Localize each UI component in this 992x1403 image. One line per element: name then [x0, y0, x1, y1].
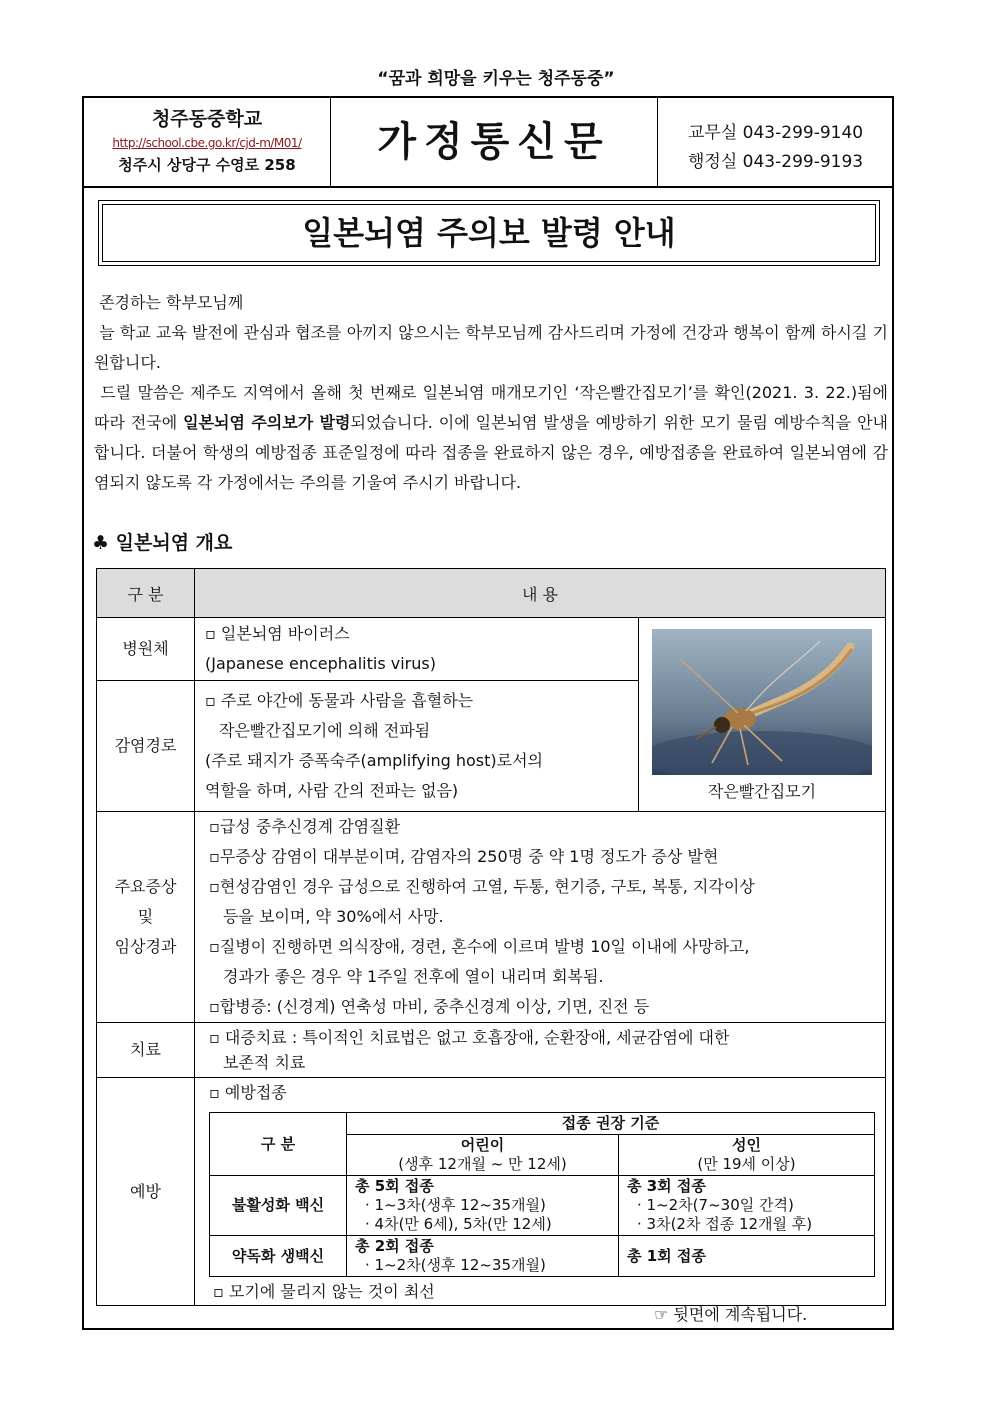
header-gubun: 구 분	[97, 569, 195, 618]
symptom-item: ▫현성감염인 경우 급성으로 진행하여 고열, 두통, 현기증, 구토, 복통, 지각이상	[209, 877, 755, 896]
table-row	[97, 618, 886, 681]
vaccine-inactivated-name: 불활성화 백신	[210, 1176, 347, 1236]
contact-academic: 교무실 043-299-9140	[688, 123, 864, 143]
vaccine-col-gubun: 구 분	[210, 1113, 347, 1176]
dose-total: 총 1회 접종	[627, 1246, 706, 1265]
inactivated-adult	[619, 1176, 875, 1236]
dose-detail: · 1~3차(생후 12~35개월)	[365, 1196, 546, 1214]
infection-line: 역할을 하며, 사람 간의 전파는 없음)	[205, 781, 459, 800]
greeting-paragraph-2: 드릴 말씀은 제주도 지역에서 올해 첫 번째로 일본뇌염 매개모기인 ‘작은빨간집모기’를 확인(2021. 3. 22.)됨에 따라 전국에 일본뇌염 주의보가 발령되었습니다. 이에 일본뇌염 발생을 예방하기 위한 모기 물림 예방수칙을 안내합니다. 더불어 학생의 예방접종 표준일정에 따라 접종을 완료하지 않은 경우, 예방접종을 완료하여 일본뇌염에 감염되지 않도록 각 가정에서는 주의를 기울여 주시기 바랍니다.	[94, 383, 889, 492]
doc-title: 가정통신문	[331, 98, 658, 186]
treatment-content	[195, 1023, 886, 1078]
prevention-outro: ▫ 모기에 물리지 않는 것이 최선	[213, 1282, 435, 1301]
child-age: (생후 12개월 ~ 만 12세)	[398, 1155, 567, 1173]
vaccine-table	[209, 1112, 875, 1277]
symptoms-label: 임상경과	[114, 937, 177, 956]
infection-content	[195, 681, 639, 812]
school-url-link[interactable]: http://school.cbe.go.kr/cjd-m/M01/	[112, 136, 302, 150]
alert-emphasis: 일본뇌염 주의보가 발령	[183, 413, 351, 432]
dose-total: 총 3회 접종	[627, 1177, 706, 1195]
pathogen-line: ▫ 일본뇌염 바이러스	[205, 624, 350, 643]
dose-detail: · 3차(2차 접종 12개월 후)	[637, 1215, 813, 1233]
school-info	[84, 98, 331, 186]
dose-detail: · 4차(만 6세), 5차(만 12세)	[365, 1215, 552, 1233]
row-label-prevention: 예방	[97, 1078, 195, 1306]
prevention-intro: ▫ 예방접종	[209, 1083, 287, 1102]
infection-line: ▫ 주로 야간에 동물과 사람을 흡혈하는	[205, 691, 474, 710]
mosquito-caption: 작은빨간집모기	[707, 782, 817, 801]
symptoms-label: 및	[137, 907, 154, 926]
vaccine-live-name: 약독화 생백신	[210, 1236, 347, 1277]
infection-line: (주로 돼지가 증폭숙주(amplifying host)로서의	[205, 751, 543, 770]
symptoms-label: 주요증상	[114, 877, 177, 896]
section-title: ♣ 일본뇌염 개요	[92, 532, 233, 554]
row-label-infection: 감염경로	[97, 681, 195, 812]
vaccine-col-adult	[619, 1135, 875, 1176]
overview-table	[96, 568, 886, 1306]
adult-age: (만 19세 이상)	[697, 1155, 796, 1173]
header	[84, 98, 892, 188]
row-label-treatment: 치료	[97, 1023, 195, 1078]
dose-total: 총 5회 접종	[355, 1177, 434, 1195]
school-name: 청주동중학교	[151, 108, 263, 130]
newsletter-frame	[82, 96, 894, 1330]
subject-title: 일본뇌염 주의보 발령 안내	[102, 204, 876, 262]
symptom-item: ▫합병증: (신경계) 연축성 마비, 중추신경계 이상, 기면, 진전 등	[209, 997, 650, 1016]
table-row	[97, 812, 886, 1023]
child-label: 어린이	[460, 1136, 505, 1154]
mosquito-photo	[652, 629, 872, 775]
pathogen-content	[195, 618, 639, 681]
school-motto: “꿈과 희망을 키우는 청주동중”	[377, 69, 615, 89]
live-child	[347, 1236, 619, 1277]
symptoms-content	[195, 812, 886, 1023]
inactivated-child	[347, 1176, 619, 1236]
live-adult	[619, 1236, 875, 1277]
contact-info	[658, 98, 892, 186]
table-row	[210, 1236, 875, 1277]
infection-line: 작은빨간집모기에 의해 전파됨	[219, 721, 431, 740]
vaccine-col-standard: 접종 권장 기준	[347, 1113, 875, 1135]
treatment-line: ▫ 대증치료 : 특이적인 치료법은 없고 호흡장애, 순환장애, 세균감염에 대한	[209, 1028, 730, 1047]
subject-box	[98, 200, 880, 266]
dose-detail: · 1~2차(생후 12~35개월)	[365, 1256, 546, 1274]
table-row	[210, 1176, 875, 1236]
vaccine-header-row	[210, 1113, 875, 1135]
vaccine-col-child	[347, 1135, 619, 1176]
prevention-content	[195, 1078, 886, 1306]
salutation: 존경하는 학부모님께	[99, 293, 244, 312]
dose-detail: · 1~2차(7~30일 간격)	[637, 1196, 794, 1214]
adult-label: 성인	[732, 1136, 761, 1154]
table-row	[97, 1023, 886, 1078]
symptom-item: 경과가 좋은 경우 약 1주일 전후에 열이 내리며 회복됨.	[223, 967, 604, 986]
row-label-symptoms	[97, 812, 195, 1023]
row-label-pathogen: 병원체	[97, 618, 195, 681]
header-content: 내 용	[195, 569, 886, 618]
table-row	[97, 1078, 886, 1306]
treatment-line: 보존적 치료	[223, 1053, 306, 1072]
greeting-paragraph-1: 늘 학교 교육 발전에 관심과 협조를 아끼지 않으시는 학부모님께 감사드리며 가정에 건강과 행복이 함께 하시길 기원합니다.	[94, 323, 888, 372]
greeting-text	[94, 288, 888, 498]
pathogen-line: (Japanese encephalitis virus)	[205, 654, 436, 673]
dose-total: 총 2회 접종	[355, 1237, 434, 1255]
symptom-item: ▫무증상 감염이 대부분이며, 감염자의 250명 중 약 1명 정도가 증상 발현	[209, 847, 719, 866]
symptom-item: ▫급성 중추신경계 감염질환	[209, 817, 401, 836]
school-address: 청주시 상당구 수영로 258	[118, 156, 296, 174]
symptom-item: 등을 보이며, 약 30%에서 사망.	[223, 907, 444, 926]
contact-admin: 행정실 043-299-9193	[688, 152, 864, 172]
continued-note: ☞ 뒷면에 계속됩니다.	[654, 1305, 808, 1324]
symptom-item: ▫질병이 진행하면 의식장애, 경련, 혼수에 이르며 발병 10일 이내에 사망하고,	[209, 937, 750, 956]
table-header-row	[97, 569, 886, 618]
mosquito-image-cell	[639, 618, 886, 812]
